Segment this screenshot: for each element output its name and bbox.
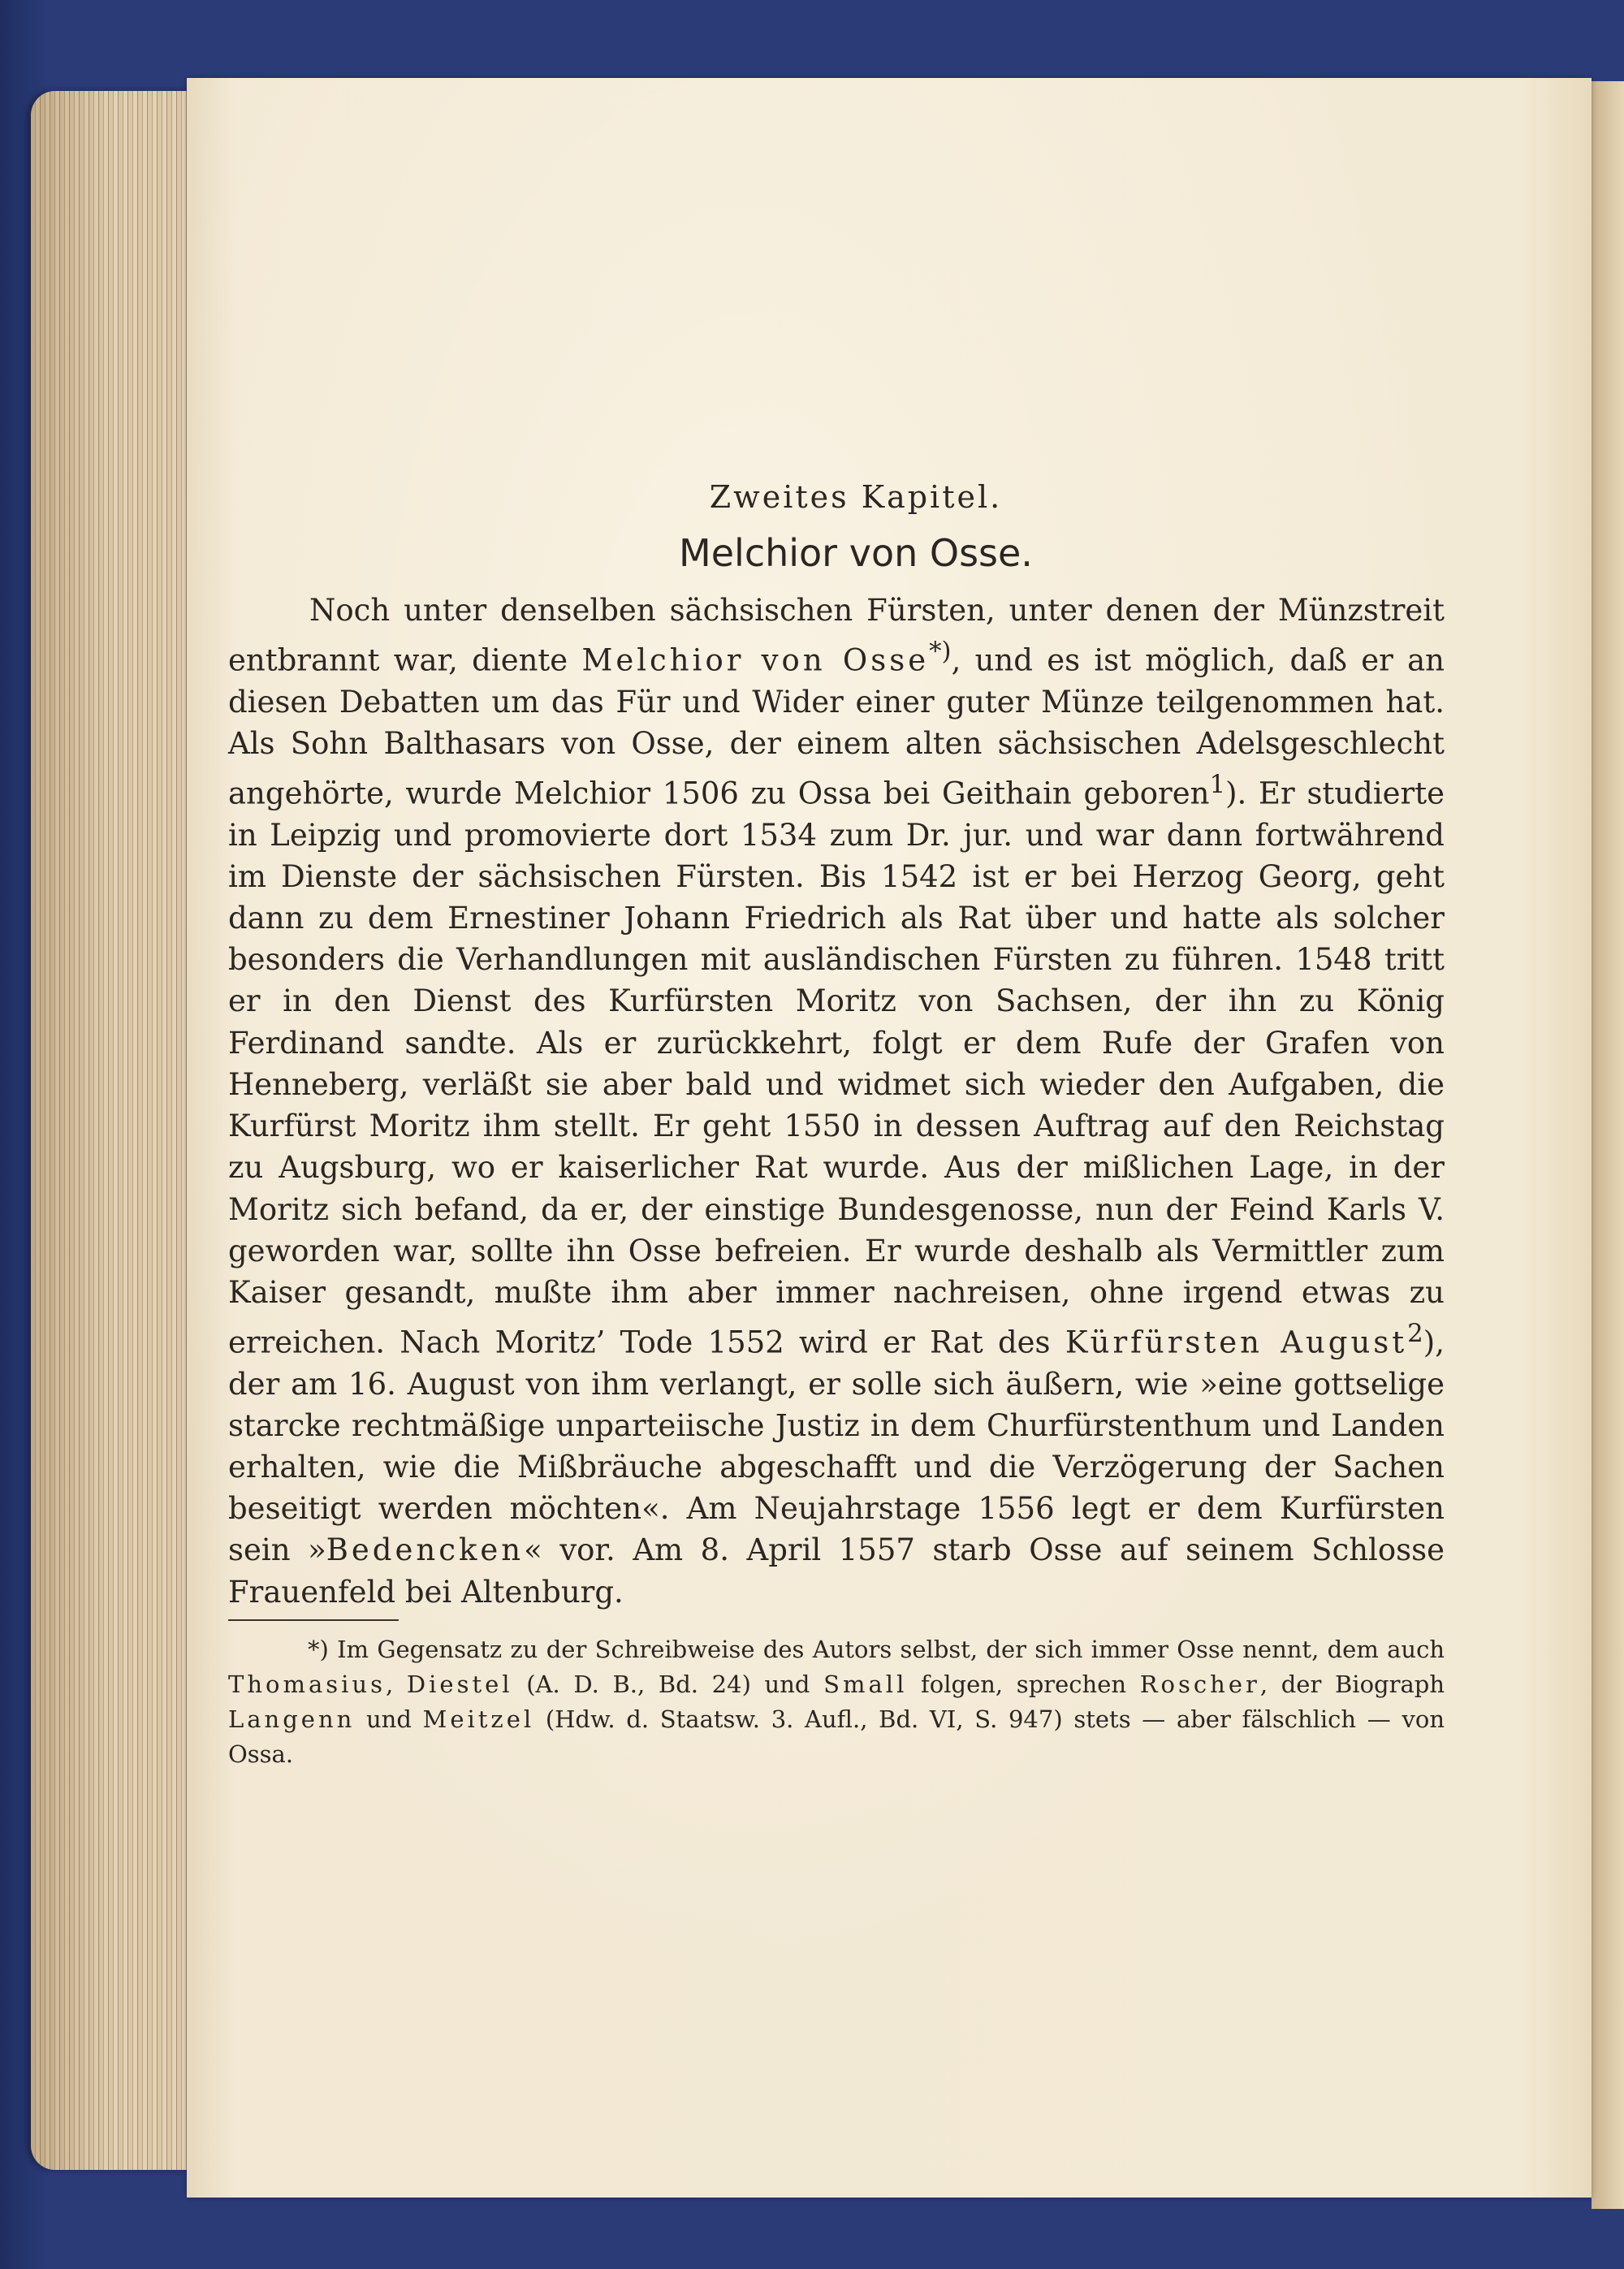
title-bedencken: Bedencken [326,1532,525,1568]
adjacent-page-edge [1592,81,1624,2209]
name-langenn: Langenn [228,1705,356,1733]
paragraph-text: « vor. Am 8. April 1557 starb Osse auf seinem Schlosse Frauenfeld bei Altenburg. [228,1532,1445,1610]
footnote-text: folgen, sprechen [907,1670,1140,1698]
paragraph-text: , und es ist möglich, daß er an diesen Debatten um das Für und Wider einer guter Münze teilgenommen hat. Als Sohn Balthasars von Osse, der einem alten sächsischen Adelsgeschlecht angehörte, wurde Melchior 1506 zu Ossa bei Geithain geboren [228,642,1445,811]
paragraph-text: ), der am 16. August von ihm verlangt, er solle sich äußern, wie »eine gottselige starcke rechtmäßige unparteiische Justiz in dem Churfürstenthum und Landen erhalten, wie die Mißbräuche abgeschafft und die Verzögerung der Sachen beseitigt werden möchten«. Am Neujahrstage 1556 legt er dem Kurfürsten sein » [228,1325,1445,1568]
name-thomasius: Thomasius [228,1670,386,1698]
footnote-ref-2: 2 [1407,1319,1423,1349]
footnote-text: (A. D. B., Bd. 24) und [512,1670,824,1698]
paragraph-text: ). Er studierte in Leipzig und promovierte dort 1534 zum Dr. jur. und war dann fortwährend im Dienste der sächsischen Fürsten. Bis 1542 ist er bei Herzog Georg, geht dann zu dem Ernestiner Johann Friedrich als Rat über und hatte als solcher besonders die Verhandlungen mit ausländischen Fürsten zu führen. 1548 tritt er in den Dienst des Kurfürsten Moritz von Sachsen, der ihn zu König Ferdinand sandte. Als er zurückkehrt, folgt er dem Rufe der Grafen von Henneberg, verläßt sie aber bald und widmet sich wieder den Aufgaben, die Kurfürst Moritz ihm stellt. Er geht 1550 in dessen Auftrag auf den Reichstag zu Augsburg, wo er kaiserlicher Rat wurde. Aus der mißlichen Lage, in der Moritz sich befand, da er, der einstige Bundesgenosse, nun der Feind Karls V. geworden war, sollte ihn Osse befreien. Er wurde deshalb als Vermittler zum Kaiser gesandt, mußte ihm aber immer nachreisen, ohne irgend etwas zu erreichen. Nach Moritz’ Tode 1552 wird er Rat des [228,776,1445,1360]
footnote-text: *) Im Gegensatz zu der Schreibweise des Autors selbst, der sich immer Osse nennt, dem auch [308,1635,1445,1663]
footnote [228,1632,1445,1772]
chapter-label: Zweites Kapitel. [709,479,1003,515]
name-melchior-von-osse: Melchior von Osse [581,642,930,678]
page-edge-stack [31,91,209,2170]
footnote-text: , [386,1670,407,1698]
paragraph-text: Noch unter denselben sächsischen Fürsten, unter denen der Münzstreit entbrannt war, diente [228,593,1445,678]
footnote-divider [228,1619,399,1621]
chapter-title: Melchior von Osse. [679,531,1033,575]
footnote-text: und [355,1705,423,1733]
name-roscher: Roscher [1139,1670,1260,1698]
name-meitzel: Meitzel [422,1705,535,1733]
main-paragraph [228,590,1445,1613]
footnote-text: (Hdw. d. Staatsw. 3. Aufl., Bd. VI, S. 947) stets — aber fälschlich — von Ossa. [228,1705,1445,1768]
name-small: Small [823,1670,908,1698]
footnote-ref-1: 1 [1209,770,1226,800]
name-diestel: Diestel [406,1670,513,1698]
footnote-marker: *) [929,637,952,667]
footnote-text: , der Biograph [1259,1670,1445,1698]
page-text [228,479,1445,1772]
name-kurfuersten-august: Kürfürsten August [1065,1325,1408,1360]
